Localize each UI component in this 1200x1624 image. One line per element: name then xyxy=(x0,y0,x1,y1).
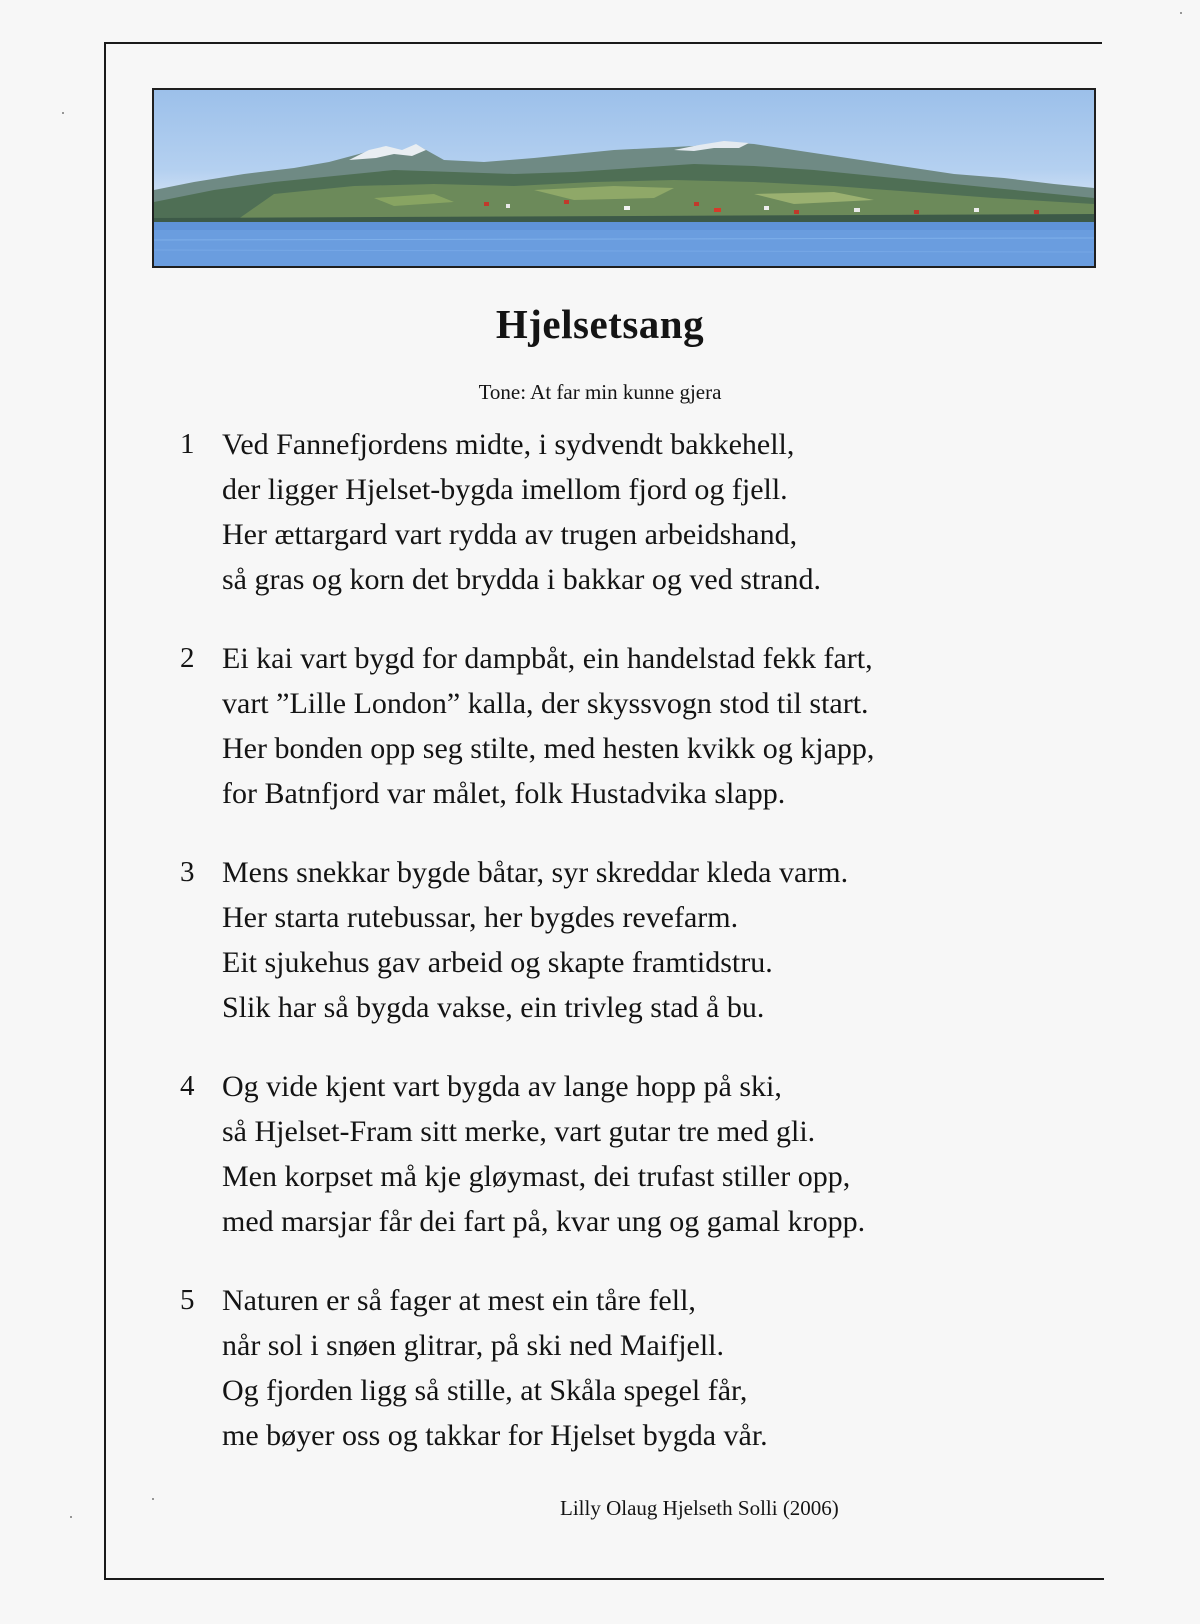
tone-subtitle: Tone: At far min kunne gjera xyxy=(478,380,722,404)
verse-line: så gras og korn det brydda i bakkar og ved strand. xyxy=(222,563,822,596)
frame-top-line xyxy=(104,42,1102,44)
panorama-image xyxy=(152,88,1096,268)
verse-line: Naturen er så fager at mest ein tåre fell, xyxy=(222,1284,696,1317)
frame-bottom-line xyxy=(104,1578,1104,1580)
verse-line: Eit sjukehus gav arbeid og skapte framtidstru. xyxy=(222,946,773,979)
verse-line: Mens snekkar bygde båtar, syr skreddar kleda varm. xyxy=(222,856,849,889)
verse-number: 5 xyxy=(180,1284,195,1316)
verse-line: for Batnfjord var målet, folk Hustadvika slapp. xyxy=(222,777,786,810)
verse-line: Men korpset må kje gløymast, dei trufast stiller opp, xyxy=(222,1160,851,1193)
scan-speck xyxy=(1180,12,1182,14)
verse-lines xyxy=(222,636,1062,816)
verse-line: Ved Fannefjordens midte, i sydvendt bakkehell, xyxy=(222,428,795,461)
verse-line: Ei kai vart bygd for dampbåt, ein handelstad fekk fart, xyxy=(222,642,873,675)
verse-line: Her starta rutebussar, her bygdes revefarm. xyxy=(222,901,739,934)
verse-number: 1 xyxy=(180,428,195,460)
frame-left-line xyxy=(104,42,106,1580)
verse-number: 3 xyxy=(180,856,195,888)
verse-line: vart ”Lille London” kalla, der skyssvogn stod til start. xyxy=(222,687,869,720)
verse-lines xyxy=(222,1064,1062,1244)
verse-line: Slik har så bygda vakse, ein trivleg stad å bu. xyxy=(222,991,765,1024)
song-title: Hjelsetsang xyxy=(495,301,705,347)
verse-line: Her bonden opp seg stilte, med hesten kvikk og kjapp, xyxy=(222,732,875,765)
verse-line: Og fjorden ligg så stille, at Skåla spegel får, xyxy=(222,1374,748,1407)
verse-number: 2 xyxy=(180,642,195,674)
verse-line: Her ættargard vart rydda av trugen arbeidshand, xyxy=(222,518,798,551)
scan-speck xyxy=(62,112,64,114)
verse-line: så Hjelset-Fram sitt merke, vart gutar tre med gli. xyxy=(222,1115,816,1148)
scan-speck xyxy=(70,1516,72,1518)
verse-line: med marsjar får dei fart på, kvar ung og gamal kropp. xyxy=(222,1205,866,1238)
verse-lines xyxy=(222,1278,1062,1458)
verse-lines xyxy=(222,422,1062,602)
author-credit: Lilly Olaug Hjelseth Solli (2006) xyxy=(560,1496,839,1520)
verse-number: 4 xyxy=(180,1070,195,1102)
verse-line: når sol i snøen glitrar, på ski ned Maifjell. xyxy=(222,1329,725,1362)
verse-lines xyxy=(222,850,1062,1030)
verse-line: me bøyer oss og takkar for Hjelset bygda vår. xyxy=(222,1419,768,1452)
verse-line: Og vide kjent vart bygda av lange hopp på ski, xyxy=(222,1070,782,1103)
verse-line: der ligger Hjelset-bygda imellom fjord og fjell. xyxy=(222,473,788,506)
scan-speck xyxy=(152,1498,154,1500)
